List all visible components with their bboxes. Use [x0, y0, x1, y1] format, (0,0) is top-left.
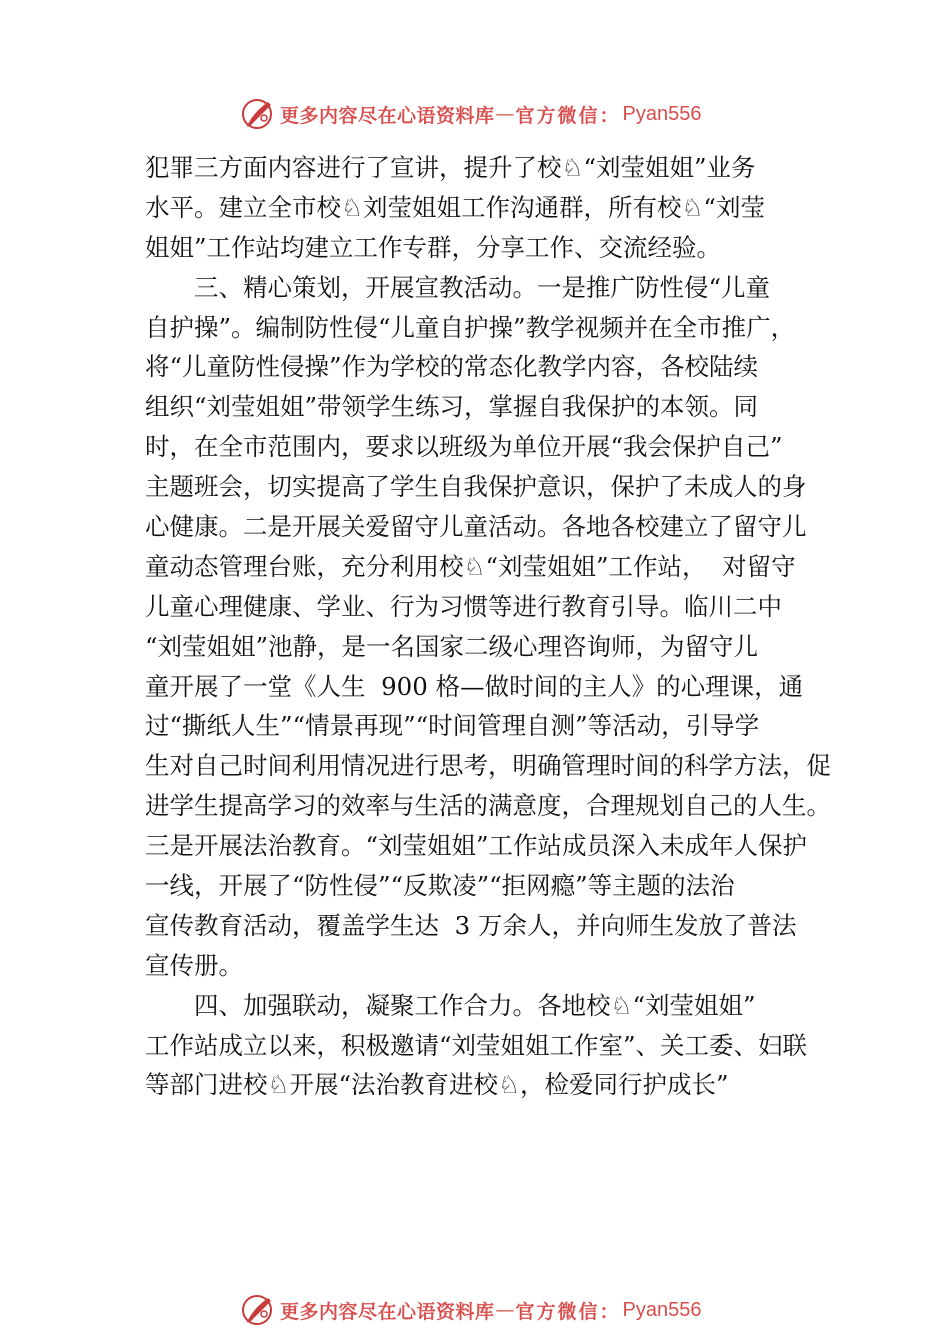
- text-line: 童开展了一堂《人生 900 格—做时间的主人》的心理课，通: [145, 671, 804, 701]
- text-line: 主题班会，切实提高了学生自我保护意识，保护了未成人的身: [145, 472, 807, 502]
- text-line: 宣传教育活动，覆盖学生达 3 万余人，并向师生发放了普法: [145, 910, 797, 940]
- text-line: 姐姐”工作站均建立工作专群，分享工作、交流经验。: [145, 232, 722, 262]
- text-line: 水平。建立全市校♘刘莹姐姐工作沟通群，所有校♘“刘莹: [145, 192, 765, 222]
- watermark-dash: —: [495, 103, 515, 125]
- text-line: 生对自己时间利用情况进行思考，明确管理时间的科学方法，促: [145, 751, 831, 781]
- text-line: 组织“刘莹姐姐”带领学生练习，掌握自我保护的本领。同: [145, 392, 759, 422]
- text-line: 童动态管理台账，充分利用校♘“刘莹姐姐”工作站， 对留守: [145, 551, 796, 581]
- text-line: 宣传册。: [145, 950, 243, 980]
- watermark-wechat-id: Pyan556: [622, 1298, 702, 1321]
- pen-logo-icon: [240, 96, 276, 132]
- header-watermark: [240, 94, 760, 134]
- footer-watermark: [240, 1290, 760, 1330]
- watermark-wechat-id: Pyan556: [622, 102, 702, 125]
- text-line: 犯罪三方面内容进行了宣讲，提升了校♘“刘莹姐姐”业务: [145, 153, 756, 182]
- text-line: 工作站成立以来，积极邀请“刘莹姐姐工作室”、关工委、妇联: [145, 1030, 808, 1060]
- text-line: 四、加强联动，凝聚工作合力。各地校♘“刘莹姐姐”: [145, 990, 756, 1020]
- watermark-text: 更多内容尽在心语资料库: [280, 104, 495, 127]
- text-line: 等部门进校♘开展“法治教育进校♘，检爱同行护成长”: [145, 1070, 729, 1100]
- pen-logo-icon: [240, 1292, 276, 1328]
- text-line: 三、精心策划，开展宣教活动。一是推广防性侵“儿童: [145, 272, 771, 302]
- document-body: [145, 148, 831, 1105]
- text-line: 进学生提高学习的效率与生活的满意度，合理规划自己的人生。: [145, 791, 831, 821]
- text-line: 自护操”。编制防性侵“儿童自护操”教学视频并在全市推广，: [145, 312, 796, 342]
- watermark-text: 更多内容尽在心语资料库: [280, 1300, 495, 1323]
- watermark-wechat-label: 官方微信：: [515, 1300, 621, 1323]
- text-line: 时，在全市范围内，要求以班级为单位开展“我会保护自己”: [145, 432, 783, 462]
- text-line: 过“撕纸人生”“情景再现”“时间管理自测”等活动，引导学: [145, 711, 760, 741]
- text-line: 儿童心理健康、学业、行为习惯等进行教育引导。临川二中: [145, 591, 782, 621]
- watermark-dash: —: [495, 1299, 515, 1321]
- text-line: 三是开展法治教育。“刘莹姐姐”工作站成员深入未成年人保护: [145, 831, 808, 861]
- text-line: 心健康。二是开展关爱留守儿童活动。各地各校建立了留守儿: [145, 512, 807, 542]
- watermark-wechat-label: 官方微信：: [515, 104, 621, 127]
- text-line: 将“儿童防性侵操”作为学校的常态化教学内容，各校陆续: [145, 352, 759, 382]
- text-line: 一线，开展了“防性侵”“反欺凌”“拒网瘾”等主题的法治: [145, 871, 735, 901]
- text-line: “刘莹姐姐”池静，是一名国家二级心理咨询师，为留守儿: [145, 631, 759, 661]
